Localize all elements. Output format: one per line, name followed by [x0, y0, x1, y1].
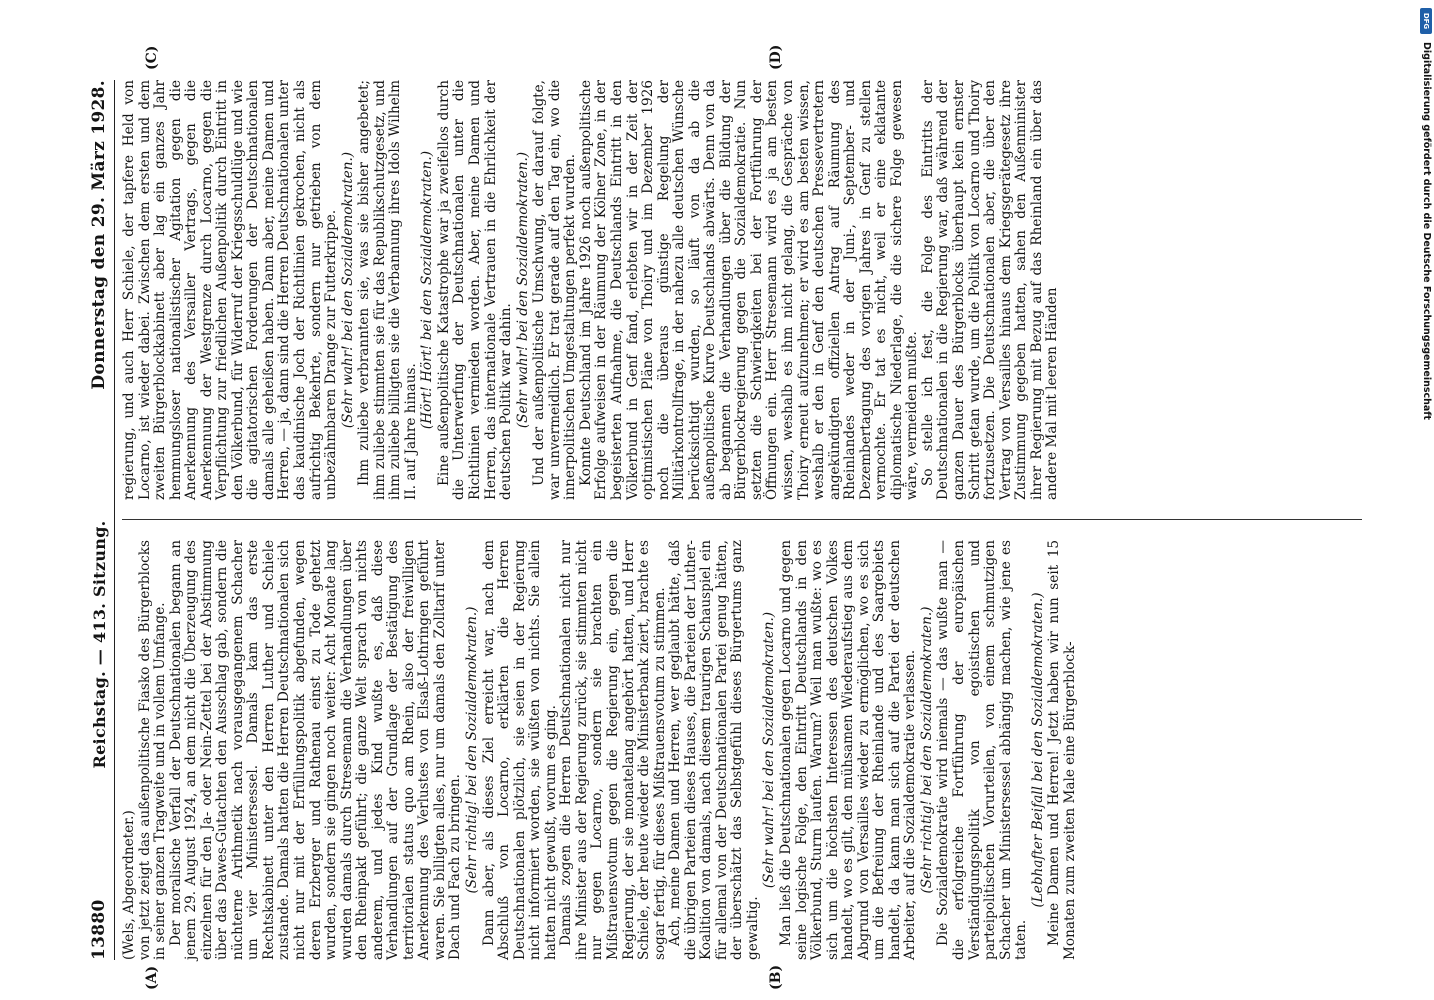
paragraph: Der moralische Verfall der Deutschnationalen begann an jenem 29. August 1924, an dem nicht die Überzeugung des einzelnen für den Ja- oder Nein-Zettel bei der Abstimmung über das Dawes-Gutachten den Ausschlag gab, sondern die nüchterne Arithmetik nach vorausgegangenem Schacher um vier Ministersessel. Damals kam das erste Rechtskabinett unter den Herren Luther und Schiele zustande. Damals hatten die Herren Deutschnationalen sich nicht nur mit der Erfüllungspolitik abgefunden, wegen deren Erzberger und Rathenau einst zu Tode gehetzt wurden, sondern sie gingen noch weiter: Acht Monate lang wurden damals durch Stresemann die Verhandlungen über den Rheinpakt geführt; die ganze Welt sprach von nichts anderem, und jedes Kind wußte es, daß diese Verhandlungen auf der Grundlage der Bestätigung des territorialen status quo am Rhein, also der freiwilligen Anerkennung des Verlustes von Elsaß-Lothringen geführt waren. Sie billigten alles, nur um damals den Zolltarif unter Dach und Fach zu bringen. [167, 540, 464, 960]
stage-direction: (Sehr wahr! bei den Sozialdemokraten.) [514, 151, 531, 429]
header-session: Reichstag. — 413. Sitzung. [90, 520, 109, 769]
paragraph: Ach, meine Damen und Herren, wer geglaubt hätte, daß die übrigen Parteien dieses Hauses, die Parteien der Luther-Koalition von damals, nach diesem traurigen Schauspiel ein für allemal von der Deutschnationalen Partei genug hätten, der überschätzt das Selbstgefühl dieses Bürgertums ganz gewaltig. [667, 540, 761, 960]
paragraph: Dann aber, als dieses Ziel erreicht war, nach dem Abschluß von Locarno, erklärten die Herren Deutschnationalen plötzlich, sie seien in der Regierung nicht informiert worden, sie wüßten von nichts. Sie allein hatten nicht gewußt, worum es ging. [480, 540, 559, 960]
stage-direction: (Lebhafter Beifall bei den Sozialdemokraten.) [1029, 592, 1046, 908]
left-text-column [122, 540, 1078, 960]
margin-letter-d: (D) [768, 44, 784, 70]
page-number: 13880 [89, 899, 109, 960]
speaker-line: (Wels, Abgeordneter.) [121, 810, 137, 960]
digitization-note [1418, 8, 1434, 988]
digitization-note-text: Digitalisierung gefördert durch die Deutsche Forschungsgemeinschaft [1421, 42, 1432, 420]
margin-letter-a: (A) [144, 965, 160, 990]
paragraph: Und der außenpolitische Umschwung, der darauf folgte, war unvermeidlich. Er trat gerade auf den Tag ein, wo die innerpolitischen Umgestaltungen perfekt wurden. [531, 80, 579, 500]
paragraph: Meine Damen und Herren! Jetzt haben wir nun seit 15 Monaten zum zweiten Male eine Bürgerblock- [1046, 540, 1078, 960]
margin-letter-b: (B) [768, 964, 784, 990]
paragraph: Ihm zuliebe verbrannten sie, was sie bisher angebetet; ihm zuliebe stimmten sie für das Republikschutzgesetz, und ihm zuliebe billigten sie die Verbannung ihres Idols Wilhelm II. auf Jahre hinaus. [356, 80, 419, 500]
paragraph: von jetzt zeigt das außenpolitische Fiasko des Bürgerblocks in seiner ganzen Tragweite und in vollem Umfange. [136, 540, 169, 960]
stage-direction: (Sehr wahr! bei den Sozialdemokraten.) [761, 611, 778, 889]
paragraph: Eine außenpolitische Katastrophe war ja zweifellos durch die Unterwerfung der Deutschnationalen unter die Richtlinien vermieden worden. Aber, meine Damen und Herren, das internationale Vertrauen in die Ehrlichkeit der deutschen Politik war dahin. [435, 80, 515, 500]
header-rule [114, 80, 115, 960]
stage-direction: (Sehr richtig! bei den Sozialdemokraten.) [464, 606, 481, 894]
column-divider [122, 519, 1362, 520]
stage-direction: (Sehr wahr! bei den Sozialdemokraten.) [339, 151, 356, 429]
paragraph: Die Sozialdemokratie wird niemals — das wußte man — die erfolgreiche Fortführung der europäischen Verständigungspolitik von egoistischen und parteipolitischen Vorurteilen, von einem schmutzigen Schacher um Ministersessel abhängig machen, wie jene es taten. [935, 540, 1030, 960]
paragraph: Konnte Deutschland im Jahre 1926 noch außenpolitische Erfolge aufweisen in der Räumung der Kölner Zone, in der begeisterten Aufnahme, die Deutschlands Eintritt in den Völkerbund in Genf fand, erlebten wir in der Zeit der optimistischen Pläne von Thoiry und im Dezember 1926 noch die überaus günstige Regelung der Militärkontrollfrage, in der nahezu alle deutschen Wünsche berücksichtigt wurden, so läuft von da ab die außenpolitische Kurve Deutschlands abwärts. Denn von da ab begannen die Verhandlungen über die Bildung der Bürgerblockregierung gegen die Sozialdemokratie. Nun setzten die Schwierigkeiten bei der Fortführung der Öffnungen ein. Herr Stresemann wird es ja am besten wissen, weshalb es ihm nicht gelang, die Gespräche von Thoiry erneut aufzunehmen; er wird es am besten wissen, weshalb er den in Genf den deutschen Pressevertretern angekündigten offiziellen Antrag auf Räumung des Rheinlandes weder in der Juni-, September- und Dezembertagung des vorigen Jahres in Genf zu stellen vermochte. Er tat es nicht, weil er eine eklatante diplomatische Niederlage, die die sichere Folge gewesen wäre, vermeiden mußte. [577, 80, 921, 500]
dfg-logo-text: DFG [1422, 12, 1430, 30]
margin-letter-c: (C) [144, 45, 160, 70]
paragraph: So stelle ich fest, die Folge des Eintritts der Deutschnationalen in die Regierung war, daß während der ganzen Dauer des Bürgerblocks überhaupt kein ernster Schritt getan wurde, um die Politik von Locarno und Thoiry fortzusetzen. Die Deutschnationalen aber, die über den Vertrag von Versailles hinaus dem Kriegsgerätegesetz ihre Zustimmung gegeben hatten, sahen den Außenminister ihrer Regierung mit Bezug auf das Rheinland ein über das andere Mal mit leeren Händen [919, 80, 1061, 500]
paragraph: regierung, und auch Herr Schiele, der tapfere Held von Locarno, ist wieder dabei. Zwischen dem ersten und dem zweiten Bürgerblockkabinett aber lag ein ganzes Jahr hemmungsloser nationalistischer Agitation gegen die Anerkennung des Versailler Vertrags, gegen die Anerkennung der Westgrenze durch Locarno, gegen die Verpflichtung zur friedlichen Außenpolitik durch Eintritt in den Völkerbund, für Widerruf der Kriegsschuldlüge und wie die agitatorischen Forderungen der Deutschnationalen damals alle geheißen haben. Dann aber, meine Damen und Herren, — ja, dann sind die Herren Deutschnationalen unter das kaudinische Joch der Richtlinien gekrochen, nicht als aufrichtig Bekehrte, sondern nur getrieben von dem unbezähmbaren Drange zur Futterkrippe. [121, 80, 340, 500]
paragraph: Man ließ die Deutschnationalen gegen Locarno und gegen seine logische Folge, den Eintritt Deutschlands in den Völkerbund, Sturm laufen. Warum? Weil man wußte: wo es sich um die höchsten Interessen des deutschen Volkes handelt, wo es gilt, den mühsamen Wiederaufstieg aus dem Abgrund von Versailles wieder zu ermöglichen, wo es sich um die Befreiung der Rheinlande und des Saargebiets handelt, da kann man sich auf die Partei der deutschen Arbeiter, auf die Sozialdemokratie verlassen. [777, 540, 919, 960]
stage-direction: (Sehr richtig! bei den Sozialdemokraten.) [918, 606, 935, 894]
right-text-column [122, 80, 1061, 500]
stage-direction: (Hört! Hört! bei den Sozialdemokraten.) [419, 150, 436, 430]
page-header [78, 80, 112, 960]
paragraph: Damals zogen die Herren Deutschnationalen nicht nur ihre Minister aus der Regierung zurück, sie stimmten nicht nur gegen Locarno, sondern sie brachten ein Mißtrauensvotum gegen die Regierung ein, gegen die Regierung, der sie monatelang angehört hatten, und Herr Schiele, der heute wieder die Ministerbank ziert, brachte es sogar fertig, für dieses Mißtrauensvotum zu stimmen. [558, 540, 668, 960]
header-date: Donnerstag den 29. März 1928. [89, 80, 109, 390]
rotated-document-page [78, 44, 1378, 990]
